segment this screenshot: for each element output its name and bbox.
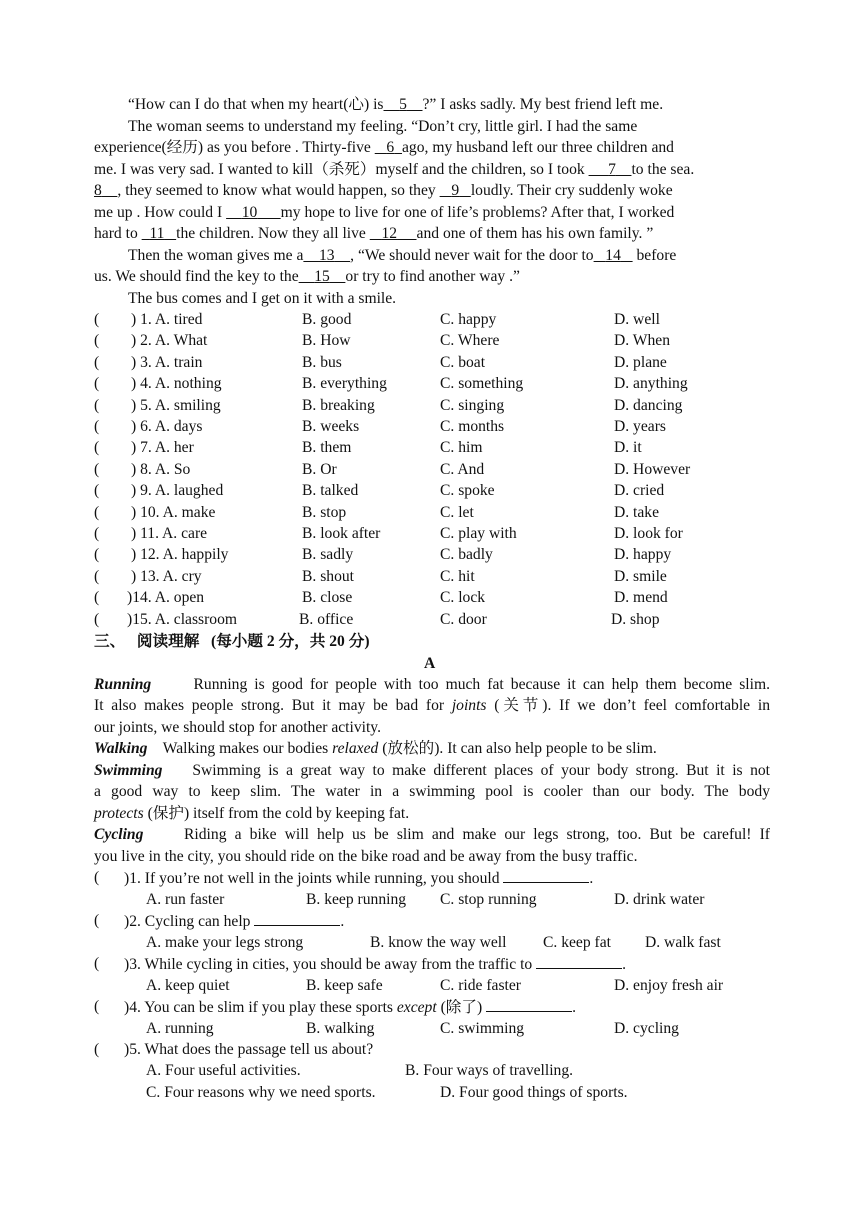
blank-number: 8 [94, 182, 102, 199]
rq3-option-c: C. ride faster [440, 977, 521, 994]
rq1-stem: )1. If you’re not well in the joints while running, you should . [124, 867, 593, 889]
cloze-q10-option-b: B. stop [302, 504, 347, 521]
question-text: )4. You can be slim if you play these sports [124, 999, 397, 1016]
text: “How can I do that when my heart(心) is [128, 96, 384, 113]
cloze-q2-option-b: B. How [302, 332, 351, 349]
cloze-q4-option-b: B. everything [302, 375, 387, 392]
running-heading: Running [94, 676, 152, 693]
text-italic: except [396, 999, 437, 1016]
cloze-q10-answer-paren[interactable]: ( [94, 504, 100, 521]
cloze-q3-option-a: ) 3. A. train [131, 354, 203, 371]
rq4-option-c: C. swimming [440, 1020, 525, 1037]
rq3-option-b: B. keep safe [306, 977, 383, 994]
cloze-q4-option-a: ) 4. A. nothing [131, 375, 222, 392]
rq4-paren: ( [94, 998, 100, 1015]
text-italic: relaxed [332, 740, 379, 757]
cloze-q13-option-d: D. smile [614, 568, 667, 585]
text: us. We should find the key to the [94, 268, 299, 285]
cloze-q15-option-d: D. shop [611, 611, 660, 628]
text: It also makes people strong. But it may be bad for [94, 697, 452, 714]
rq3-stem: )3. While cycling in cities, you should be away from the traffic to . [124, 953, 626, 975]
text: my hope to live for one of life’s problems? After that, I worked [280, 204, 675, 221]
cloze-q15-option-c: C. door [440, 611, 487, 628]
rq5-stem: )5. What does the passage tell us about? [124, 1041, 374, 1058]
rq2-option-b: B. know the way well [370, 934, 507, 951]
cloze-q3-option-c: C. boat [440, 354, 486, 371]
cloze-q6-option-b: B. weeks [302, 418, 360, 435]
rq1-option-b: B. keep running [306, 891, 407, 908]
text: me. I was very sad. I wanted to kill（杀死）myself and the children, so I took [94, 161, 589, 178]
running-line-1 [94, 674, 770, 695]
cloze-line-4 [94, 159, 694, 180]
text: Then the woman gives me a [128, 247, 304, 264]
cloze-q13-answer-paren[interactable]: ( [94, 568, 100, 585]
text: Running is good for people with too much fat because it can help them become slim. [193, 676, 770, 693]
text: ?” I asks sadly. My best friend left me. [422, 96, 664, 113]
question-text: )1. If you’re not well in the joints while running, you should [124, 870, 500, 887]
swimming-line-3 [94, 803, 409, 824]
text: the children. Now they all live [176, 225, 370, 242]
cloze-q8-option-a: ) 8. A. So [131, 461, 191, 478]
answer-blank[interactable] [486, 996, 572, 1012]
cloze-q5-option-b: B. breaking [302, 397, 375, 414]
cloze-q4-answer-paren[interactable]: ( [94, 375, 100, 392]
blank-number: 10 [241, 204, 258, 221]
rq1-option-d: D. drink water [614, 891, 705, 908]
cloze-line-7 [94, 223, 653, 244]
rq5-option-b: B. Four ways of travelling. [405, 1062, 574, 1079]
cloze-line-10: The bus comes and I get on it with a smile. [128, 290, 397, 307]
cycling-heading: Cycling [94, 826, 144, 843]
rq2-paren: ( [94, 912, 100, 929]
blank-8 [94, 182, 117, 199]
rq2-option-a: A. make your legs strong [146, 934, 304, 951]
blank-13 [303, 247, 350, 264]
cloze-q12-answer-paren[interactable]: ( [94, 546, 100, 563]
cloze-q7-option-b: B. them [302, 439, 352, 456]
cloze-q7-option-a: ) 7. A. her [131, 439, 194, 456]
answer-blank[interactable] [254, 910, 340, 926]
blank-number: 15 [314, 268, 330, 285]
cloze-q14-option-d: D. mend [614, 589, 668, 606]
running-line-3: our joints, we should stop for another activity. [94, 719, 381, 736]
cloze-q13-option-b: B. shout [302, 568, 354, 585]
rq2-option-c: C. keep fat [543, 934, 611, 951]
text: or try to find another way .” [345, 268, 520, 285]
cloze-q9-option-c: C. spoke [440, 482, 495, 499]
blank-number: 13 [318, 247, 335, 264]
cloze-q9-answer-paren[interactable]: ( [94, 482, 100, 499]
cloze-line-3 [94, 137, 674, 158]
blank-9 [440, 182, 471, 199]
blank-number: 5 [399, 96, 407, 113]
cloze-line-5 [94, 180, 673, 201]
answer-blank[interactable] [536, 953, 622, 969]
cloze-q4-option-d: D. anything [614, 375, 688, 392]
cloze-q1-option-b: B. good [302, 311, 352, 328]
cloze-q11-answer-paren[interactable]: ( [94, 525, 100, 542]
cloze-q11-option-c: C. play with [440, 525, 517, 542]
walking-line [94, 738, 657, 759]
cloze-q8-option-b: B. Or [302, 461, 337, 478]
rq5-option-a: A. Four useful activities. [146, 1062, 301, 1079]
blank-10 [226, 204, 281, 221]
blank-5 [384, 96, 423, 113]
question-text: (除了) [436, 999, 483, 1016]
text: Swimming is a great way to make different places of your body strong. But it is not [192, 762, 771, 779]
section-title: 阅读理解 [136, 633, 200, 650]
cloze-q1-option-a: ) 1. A. tired [131, 311, 203, 328]
cloze-line-6 [94, 202, 674, 223]
text: to the sea. [631, 161, 695, 178]
cloze-q7-option-c: C. him [440, 439, 483, 456]
cloze-q14-answer-paren[interactable]: ( [94, 589, 100, 606]
cloze-q13-option-c: C. hit [440, 568, 475, 585]
cloze-q2-option-a: ) 2. A. What [131, 332, 208, 349]
rq1-paren: ( [94, 869, 100, 886]
swimming-line-2: a good way to keep slim. The water in a swimming pool is cooler than our body. The body [94, 783, 770, 800]
rq3-option-d: D. enjoy fresh air [614, 977, 724, 994]
section-heading [94, 631, 370, 652]
cloze-q3-answer-paren[interactable]: ( [94, 354, 100, 371]
blank-7 [589, 161, 632, 178]
cloze-q2-option-d: D. When [614, 332, 671, 349]
cloze-q15-option-b: B. office [299, 611, 354, 628]
cloze-q14-option-c: C. lock [440, 589, 486, 606]
cloze-q14-option-b: B. close [302, 589, 353, 606]
swimming-line-1 [94, 760, 770, 781]
cloze-line-9 [94, 266, 520, 287]
cloze-q11-option-b: B. look after [302, 525, 381, 542]
cloze-q9-option-a: ) 9. A. laughed [131, 482, 224, 499]
cloze-q12-option-a: ) 12. A. happily [131, 546, 229, 563]
text: (关节). If we don’t feel comfortable in [486, 697, 771, 714]
cloze-q3-option-b: B. bus [302, 354, 342, 371]
cloze-q3-option-d: D. plane [614, 354, 667, 371]
rq2-stem: )2. Cycling can help . [124, 910, 344, 932]
cloze-q6-option-c: C. months [440, 418, 505, 435]
rq4-option-d: D. cycling [614, 1020, 679, 1037]
text: experience(经历) as you before . Thirty-five [94, 139, 375, 156]
cloze-q14-option-a: )14. A. open [127, 589, 205, 606]
cloze-q8-option-d: D. However [614, 461, 691, 478]
rq5-option-d: D. Four good things of sports. [440, 1084, 628, 1101]
cloze-q10-option-c: C. let [440, 504, 474, 521]
cloze-q11-option-d: D. look for [614, 525, 683, 542]
blank-number: 6 [386, 139, 395, 156]
cloze-q2-answer-paren[interactable]: ( [94, 332, 100, 349]
cloze-q2-option-c: C. Where [440, 332, 500, 349]
blank-15 [299, 268, 346, 285]
cloze-q5-answer-paren[interactable]: ( [94, 397, 100, 414]
rq4-option-a: A. running [146, 1020, 214, 1037]
text: hard to [94, 225, 142, 242]
cloze-q6-answer-paren[interactable]: ( [94, 418, 100, 435]
cloze-q12-option-d: D. happy [614, 546, 672, 563]
text: (放松的). It can also help people to be slim. [378, 740, 657, 757]
blank-number: 14 [605, 247, 621, 264]
cloze-q8-option-c: C. And [440, 461, 485, 478]
question-text: )3. While cycling in cities, you should be away from the traffic to [124, 956, 533, 973]
blank-number: 11 [149, 225, 165, 242]
blank-11 [142, 225, 177, 242]
rq3-option-a: A. keep quiet [146, 977, 230, 994]
cloze-q5-option-d: D. dancing [614, 397, 683, 414]
blank-6 [375, 139, 402, 156]
text: and one of them has his own family. ” [416, 225, 654, 242]
cloze-line-8 [128, 245, 676, 266]
rq2-option-d: D. walk fast [645, 934, 721, 951]
rq5-option-c: C. Four reasons why we need sports. [146, 1084, 376, 1101]
cloze-q10-option-a: ) 10. A. make [131, 504, 216, 521]
section-points: (每小题 2 分，共 20 分) [211, 633, 370, 650]
text: , they seemed to know what would happen, so they [117, 182, 440, 199]
cloze-q5-option-c: C. singing [440, 397, 505, 414]
text: Walking makes our bodies [162, 740, 333, 757]
cloze-q6-option-a: ) 6. A. days [131, 418, 203, 435]
section-number: 三、 [94, 633, 126, 650]
cycling-line-1 [94, 824, 770, 845]
cloze-q8-answer-paren[interactable]: ( [94, 461, 100, 478]
rq1-option-c: C. stop running [440, 891, 537, 908]
cloze-q7-answer-paren[interactable]: ( [94, 439, 100, 456]
text-italic: joints [451, 697, 487, 714]
text: , “We should never wait for the door to [350, 247, 594, 264]
question-text: )2. Cycling can help [124, 913, 251, 930]
text: ago, my husband left our three children and [402, 139, 674, 156]
cloze-line-1 [128, 94, 663, 115]
rq3-paren: ( [94, 955, 100, 972]
cloze-q1-option-d: D. well [614, 311, 660, 328]
walking-heading: Walking [94, 740, 148, 757]
text: before [632, 247, 677, 264]
blank-number: 9 [451, 182, 460, 199]
passage-label: A [424, 655, 436, 672]
cloze-q9-option-d: D. cried [614, 482, 665, 499]
cloze-q6-option-d: D. years [614, 418, 666, 435]
cloze-q5-option-a: ) 5. A. smiling [131, 397, 221, 414]
rq4-stem: )4. You can be slim if you play these sports except (除了) . [124, 996, 576, 1018]
cloze-line-2: The woman seems to understand my feeling. “Don’t cry, little girl. I had the same [128, 118, 638, 135]
text: me up . How could I [94, 204, 227, 221]
text: loudly. Their cry suddenly woke [470, 182, 673, 199]
text: (保护) itself from the cold by keeping fat. [143, 805, 410, 822]
cloze-q15-option-a: )15. A. classroom [127, 611, 238, 628]
cloze-q11-option-a: ) 11. A. care [131, 525, 208, 542]
blank-14 [594, 247, 633, 264]
cloze-q1-option-c: C. happy [440, 311, 497, 328]
text-italic: protects [94, 805, 144, 822]
text: Riding a bike will help us be slim and make our legs strong, too. But be careful! If [184, 826, 770, 843]
cloze-q15-answer-paren[interactable]: ( [94, 611, 100, 628]
running-line-2 [94, 695, 770, 716]
blank-12 [370, 225, 417, 242]
cloze-q9-option-b: B. talked [302, 482, 359, 499]
cloze-q13-option-a: ) 13. A. cry [131, 568, 202, 585]
cloze-q12-option-b: B. sadly [302, 546, 354, 563]
cycling-line-2: you live in the city, you should ride on the bike road and be away from the busy traffic. [94, 848, 638, 865]
swimming-heading: Swimming [94, 762, 163, 779]
answer-blank[interactable] [503, 867, 589, 883]
rq4-option-b: B. walking [306, 1020, 375, 1037]
rq5-paren: ( [94, 1041, 100, 1058]
blank-number: 7 [608, 161, 616, 178]
cloze-q4-option-c: C. something [440, 375, 524, 392]
cloze-q1-answer-paren[interactable]: ( [94, 311, 100, 328]
cloze-q7-option-d: D. it [614, 439, 642, 456]
rq1-option-a: A. run faster [146, 891, 225, 908]
cloze-q12-option-c: C. badly [440, 546, 493, 563]
cloze-q10-option-d: D. take [614, 504, 660, 521]
blank-number: 12 [381, 225, 398, 242]
